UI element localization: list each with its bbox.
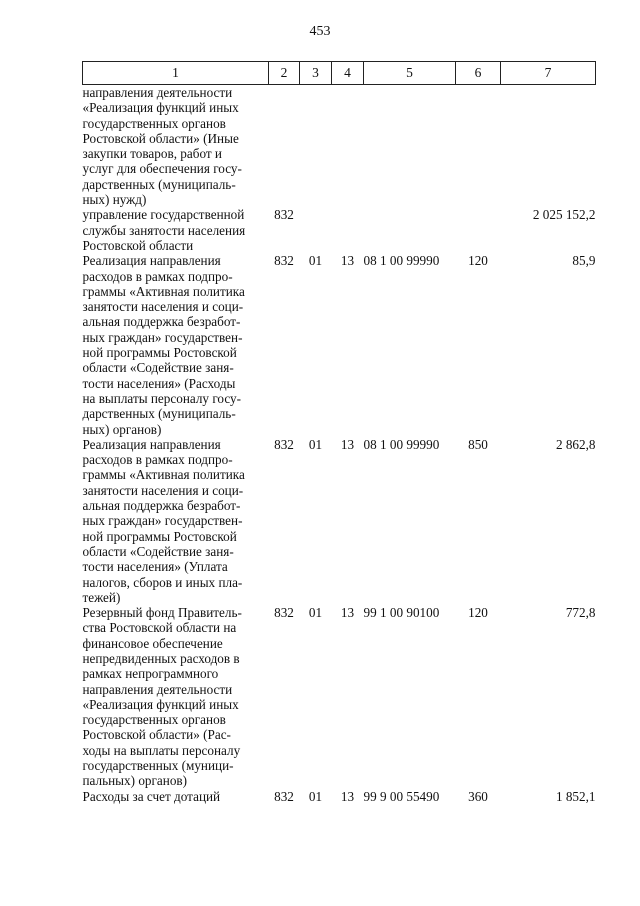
description-line: дарственных (муниципаль-: [82, 176, 236, 192]
description-line: расходов в рамках подпро-: [82, 452, 233, 468]
cell-expense-type: 360: [468, 788, 488, 804]
description-line: ных граждан» государствен-: [82, 513, 243, 529]
cell-section: 01: [308, 253, 323, 269]
description-line: Реализация направления: [82, 436, 221, 452]
cell-amount: [501, 85, 596, 208]
cell-target-article: 99 1 00 90100: [363, 605, 440, 621]
cell-target-article: [364, 207, 456, 253]
cell-section: [300, 85, 332, 208]
cell-ministry: [269, 85, 300, 208]
description-line: на выплаты персоналу госу-: [82, 390, 241, 406]
cell-amount: 772,8: [565, 605, 596, 621]
cell-subsection: [332, 85, 364, 208]
table-row: [83, 437, 596, 605]
description-line: государственных (муници-: [82, 758, 234, 774]
description-line: области «Содействие заня-: [82, 543, 234, 559]
description-line: тежей): [82, 589, 121, 605]
description-line: Ростовской области: [82, 237, 194, 253]
column-header-5: 5: [364, 62, 456, 85]
description-line: ных граждан» государствен-: [82, 329, 243, 345]
cell-subsection: 13: [340, 253, 355, 269]
description-line: Резервный фонд Правитель-: [82, 605, 242, 621]
cell-ministry: 832: [274, 253, 294, 269]
description-line: граммы «Активная политика: [82, 283, 245, 299]
cell-subsection: 13: [340, 788, 355, 804]
table-row: [83, 253, 596, 437]
cell-expense-type: 850: [468, 436, 488, 452]
description-line: Расходы за счет дотаций: [82, 788, 221, 804]
description-line: направления деятельности: [82, 85, 233, 100]
cell-ministry: 832: [274, 207, 294, 223]
cell-ministry: 832: [274, 605, 294, 621]
table-row: [83, 85, 596, 208]
cell-expense-type: [456, 85, 501, 208]
cell-target-article: 08 1 00 99990: [363, 436, 440, 452]
description-line: услуг для обеспечения госу-: [82, 161, 242, 177]
description-line: пальных) органов): [82, 773, 188, 789]
description-line: «Реализация функций иных: [82, 100, 239, 116]
table-row: [83, 207, 596, 253]
description-line: Ростовской области» (Иные: [82, 130, 239, 146]
cell-section: 01: [308, 605, 323, 621]
cell-expense-type: 120: [468, 605, 488, 621]
description-line: «Реализация функций иных: [82, 696, 239, 712]
budget-table: [82, 61, 596, 804]
table-row: [83, 789, 596, 804]
table-body: [83, 85, 596, 804]
cell-description: [83, 437, 269, 605]
cell-ministry: 832: [274, 788, 294, 804]
description-line: дарственных (муниципаль-: [82, 406, 236, 422]
cell-amount: 2 025 152,2: [532, 207, 596, 223]
cell-description: [83, 85, 269, 208]
description-line: Реализация направления: [82, 253, 221, 269]
description-line: альная поддержка безработ-: [82, 314, 241, 330]
cell-amount: 85,9: [572, 253, 596, 269]
description-line: ходы на выплаты персоналу: [82, 742, 241, 758]
description-line: граммы «Активная политика: [82, 467, 245, 483]
cell-target-article: 99 9 00 55490: [363, 788, 440, 804]
column-header-7: 7: [501, 62, 596, 85]
column-header-6: 6: [456, 62, 501, 85]
description-line: занятости населения и соци-: [82, 299, 244, 315]
description-line: ных) органов): [82, 421, 162, 437]
description-line: Ростовской области» (Рас-: [82, 727, 231, 743]
cell-subsection: [332, 207, 364, 253]
cell-subsection: 13: [340, 605, 355, 621]
table-row: [83, 605, 596, 789]
description-line: службы занятости населения: [82, 222, 246, 238]
column-header-1: 1: [83, 62, 269, 85]
description-line: ства Ростовской области на: [82, 620, 237, 636]
cell-description: [83, 207, 269, 253]
description-line: ных) нужд): [82, 192, 147, 208]
description-line: закупки товаров, работ и: [82, 146, 222, 162]
column-header-2: 2: [269, 62, 300, 85]
description-line: направления деятельности: [82, 681, 233, 697]
cell-description: [83, 605, 269, 789]
description-line: ной программы Ростовской: [82, 345, 237, 361]
cell-section: [300, 207, 332, 253]
cell-expense-type: 120: [468, 253, 488, 269]
description-line: ной программы Ростовской: [82, 528, 237, 544]
cell-target-article: 08 1 00 99990: [363, 253, 440, 269]
cell-section: 01: [308, 788, 323, 804]
cell-expense-type: [456, 207, 501, 253]
cell-amount: 2 862,8: [555, 436, 596, 452]
description-line: управление государственной: [82, 207, 245, 223]
description-line: тости населения» (Уплата: [82, 559, 228, 575]
description-line: государственных органов: [82, 115, 226, 131]
page-number: 453: [309, 24, 331, 39]
cell-subsection: 13: [340, 436, 355, 452]
description-line: финансовое обеспечение: [82, 635, 223, 651]
cell-target-article: [364, 85, 456, 208]
description-line: рамках непрограммного: [82, 666, 219, 682]
cell-description: [83, 789, 269, 804]
column-header-3: 3: [300, 62, 332, 85]
description-line: занятости населения и соци-: [82, 482, 244, 498]
cell-section: 01: [308, 436, 323, 452]
description-line: расходов в рамках подпро-: [82, 268, 233, 284]
table-header: [83, 62, 596, 85]
column-header-4: 4: [332, 62, 364, 85]
description-line: непредвиденных расходов в: [82, 650, 240, 666]
cell-description: [83, 253, 269, 437]
cell-amount: 1 852,1: [555, 788, 596, 804]
description-line: альная поддержка безработ-: [82, 498, 241, 514]
description-line: налогов, сборов и иных пла-: [82, 574, 243, 590]
header-row: [83, 62, 596, 85]
description-line: области «Содействие заня-: [82, 360, 234, 376]
description-line: государственных органов: [82, 712, 226, 728]
description-line: тости населения» (Расходы: [82, 375, 236, 391]
cell-ministry: 832: [274, 436, 294, 452]
